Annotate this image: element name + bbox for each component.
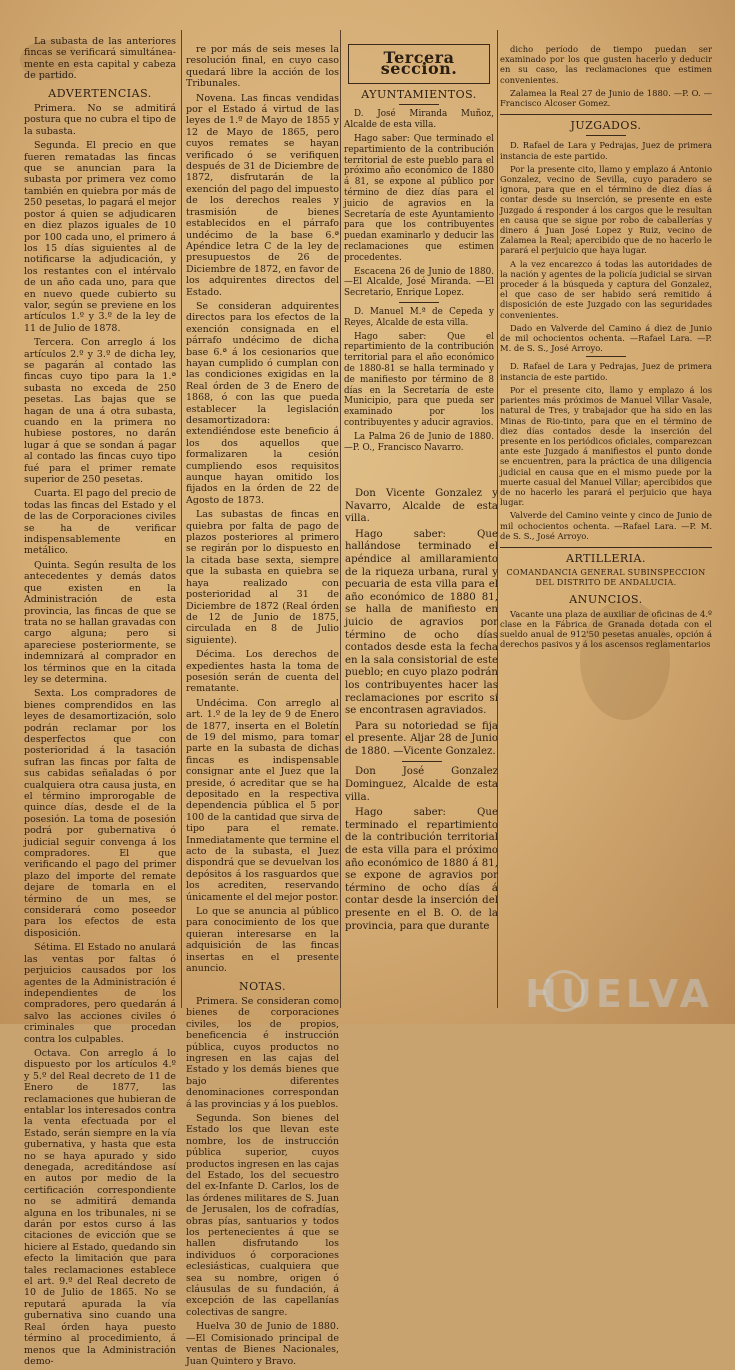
c2-para-3: Se consideran adquirentes directos para los efectos de la exención consignada en el párrafo undécimo de dicha base 6.ª á los cesionarios que hayan cumplido ó cumplan con las condiciones exigidas en la Real órden de 3 de Enero de 1868, ó con las que pueda establecer la legislación desamortizadora: extendiéndose este beneficio á los dos aquellos que formalizaren la cesión cumpliendo esos requisitos aunque hayan omitido los fijados en la órden de 22 de Agosto de 1873. [186,300,339,506]
advertencia-1: Primera. No se admitirá postura que no cubra el tipo de la subasta. [24,103,176,137]
a2-body: Hago saber: Que el repartimiento de la contribución territorial para el año económico de 1880-81 se halla terminado y de manifiesto por término de 8 días en la Secretaría de este Municipio, para que pueda ser examinado por los contribuyentes y aducir agravios. [344,331,494,428]
j1-head: D. Rafael de Lara y Pedrajas, Juez de primera instancia de este partido. [500,140,712,161]
column-divider [181,30,182,1008]
c2-para-6: Undécima. Con arreglo al art. 1.º de la ley de 9 de Enero de 1877, inserta en el Boletín de 19 del mismo, para tomar parte en la subasta de dichas fincas es indispensable consignar ante el Juez que la preside, ó acreditar que se ha depositado en la respectiva dependencia pública el 5 por 100 de la cantidad que sirva de tipo para el remate. Inmediatamente que termine el acto de la subasta, el Juez dispondrá que se devuelvan los depósitos á los rasguardos que los acrediten, reservando únicamente el del mejor postor. [186,697,339,903]
a1-sign: Escacena 26 de Junio de 1880. —El Alcalde, José Miranda. —El Secretario, Enrique Lopez. [344,266,494,299]
archive-watermark: HUELVA [525,972,713,1016]
a1-body: Hago saber: Que terminado el repartimiento de la contribución territorial de este pueblo para el próximo año económico de 1880 á 81, se expone al público por término de diez días para el juicio de agravios en la Secretaría de este Ayuntamiento para que los contribuyentes puedan examinarlo y deducir las reclamaciones que estimen procedentes. [344,133,494,263]
column-3-lower [345,488,498,936]
j2-head: D. Rafael de Lara y Pedrajas, Juez de primera instancia de este partido. [500,361,712,382]
advertencia-2: Segunda. El precio en que fueren rematadas las fincas que se anuncian para la subasta por primera vez como también en quiebra por más de 250 pesetas, lo pagará el mejor postor á quien se adjudicaren en diez plazos iguales de 10 por 100 cada uno, el primero á los 15 días siguientes al de notificarse la adjudicación, y los restantes con el intérvalo de un año cada uno, para que en nuevo quede cubierto su valor, según se previene en los artículos 1.º y 3.º de la ley de 11 de Julio de 1878. [24,140,176,334]
column-divider [340,30,341,1008]
artilleria-heading: ARTILLERIA. [566,551,646,565]
section-title-box [348,44,490,84]
column-1 [24,36,176,1370]
a2-head: D. Manuel M.ª de Cepeda y Reyes, Alcalde de esta villa. [344,306,494,328]
comandancia-heading: COMANDANCIA GENERAL SUBINSPECCION DEL DISTRITO DE ANDALUCIA. [506,568,706,588]
anuncios-heading: ANUNCIOS. [569,592,643,606]
c2-para-1: re por más de seis meses la resolución final, en cuyo caso quedará libre la acción de los Tribunales. [186,44,339,90]
nota-1: Primera. Se consideran como bienes de corporaciones civiles, los de propios, beneficencia é instrucción pública, cuyos productos no ingresen en las cajas del Estado y los demás bienes que bajo diferentes denominaciones correspondan á las provincias y á los pueblos. [186,995,339,1110]
advertencia-6: Sexta. Los compradores de bienes comprendidos en las leyes de desamortización, solo podrán reclamar por los desperfectos que con posterioridad á la tasación sufran las fincas por falta de sus cabidas señaladas ó por cualquiera otra causa justa, en el término improrogable de quince días, desde el de la posesión. La toma de posesión podrá por gubernativa ó judicial seguir convenga á los compradores. El que verificando el pago del primer plazo del importe del remate dejare de tomarla en el término de un mes, se considerará como poseedor para los efectos de esta disposición. [24,688,176,939]
a4-body: Hago saber: Que terminado el repartimiento de la contribución territorial de esta villa para el próximo año económico de 1880 á 81, se expone de agravios por término de ocho días á contar desde la inserción del presente en el B. O. de la provincia, para que durante [345,807,498,932]
advertencia-8: Octava. Con arreglo á lo dispuesto por los artículos 4.º y 5.º del Real decreto de 11 de Enero de 1877, las reclamaciones que hubieran de entablar los interesados contra la venta efectuada por el Estado, serán siempre en la vía gubernativa, y hasta que esta no se haya apurado y sido denegada, acreditándose así en autos por medio de la certificación correspondiente no se admitirá demanda alguna en los tribunales, ni se darán por estos curso á las citaciones de evicción que se hiciere al Estado, quedando sin efecto la limitación que para tales reclamaciones establece el art. 9.º del Real decreto de 10 de Julio de 1865. No se reputará apurada la vía gubernativa sino cuando una Real órden haya puesto término al procedimiento, á menos que la Administración demo- [24,1047,176,1367]
juzgados-heading: JUZGADOS. [570,119,642,133]
j2-body: Por el presente cito, llamo y emplazo á los parientes más próximos de Manuel Villar Vasale, natural de Tres, y trabajador que ha sido en las Minas de Rio-tinto, para que en el término de diez días contados desde la inserción del presente en los periódicos oficiales, comparezcan ante este Juzgado á manifiestos el punto donde se encuentren, para la práctica de una diligencia judicial en causa que en el mismo puede por la muerte casual del Manuel Villar; apercibidos que de no hacerlo les parará el perjuicio que haya lugar. [500,384,712,508]
advertencia-7: Sétima. El Estado no anulará las ventas por faltas ó perjuicios causados por los agentes de la Administración é independientes de los compradores, pero quedarán á salvo las acciones civiles ó criminales que procedan contra los culpables. [24,942,176,1045]
a4-head: Don José Gonzalez Dominguez, Alcalde de esta villa. [345,766,498,803]
a3-head: Don Vicente Gonzalez y Navarro, Alcalde de esta villa. [345,488,498,525]
c4-cont: dicho período de tiempo puedan ser examinado por los que gusten hacerlo y deducir en su caso, las reclamaciones que estimen convenientes. [500,44,712,85]
divider [402,761,442,762]
c2-date: Huelva 30 de Junio de 1880. —El Comisionado principal de ventas de Bienes Nacionales, Juan Quintero y Bravo. [186,1321,339,1367]
c2-para-2: Novena. Las fincas vendidas por el Estado á virtud de las leyes de 1.º de Mayo de 1855 y 12 de Mayo de 1865, pero cuyos remates se hayan verificado ó se verifiquen después de 31 de Diciembre de 1872, disfrutarán de la exención del pago del impuesto de los derechos reales y trasmisión de bienes establecidos en el párrafo undécimo de la base 6.ª Apéndice letra C de la ley de presupuestos de 26 de Diciembre de 1872, en favor de los adquirentes directos del Estado. [186,92,339,298]
c4-cont-sign: Zalamea la Real 27 de Junio de 1880. —P. O. —Francisco Alcoser Gomez. [500,87,712,109]
advertencia-5: Quinta. Según resulta de los antecedentes y demás datos que existen en la Administración de esta provincia, las fincas de que se trata no se hallan gravadas con cargo alguna; pero si apareciese posteriormente, se indemnizará al comprador en los términos que en la citada ley se determina. [24,559,176,685]
column-3 [344,44,494,456]
j1-body: Por la presente cito, llamo y emplazo á Antonio Gonzalez, vecino de Sevilla, cuyo paradero se ignora, para que en el término de diez días á contar desde su inserción, se presente en este Juzgado á responder á los cargos que le resultan en causa que se sigue por robo de caballerías y dinero á Juan José Lopez y Ruiz, vecino de Zalamea la Real; apercibido que de no hacerlo le parará el perjuicio que haya lugar. [500,163,712,256]
divider [586,135,626,136]
c2-para-7: Lo que se anuncia al público para conocimiento de los que quieran interesarse en la adquisición de las fincas insertas en el presente anuncio. [186,906,339,975]
column-2 [186,44,339,1370]
advertencia-4: Cuarta. El pago del precio de todas las fincas del Estado y el de las de Corporaciones civiles se ha de verificar indispensablemente en metálico. [24,488,176,557]
divider [500,547,712,548]
notas-heading: NOTAS. [239,979,286,993]
c2-para-5: Décima. Los derechos de expedientes hasta la toma de posesión serán de cuenta del rematante. [186,649,339,695]
j2-sign: Valverde del Camino veinte y cinco de Junio de mil ochocientos ochenta. —Rafael Lara. —P. M. de S. S., José Arroyo. [500,510,712,541]
ayuntamientos-heading: AYUNTAMIENTOS. [361,87,477,101]
advertencia-3: Tercera. Con arreglo á los artículos 2.º y 3.º de dicha ley, se pagarán al contado las fincas cuyo tipo para la 1.ª subasta no exceda de 250 pesetas. Las bajas que se hagan de una á otra subasta, cuando en la primera no hubiese postores, no darán lugar á que se sondan á pagar al contado las fincas cuyo tipo fué para el primer remate superior de 250 pesetas. [24,337,176,486]
divider [399,104,439,105]
j1-body2: A la vez encarezco á todas las autoridades de la nación y agentes de la policía judicial se sirvan proceder á la búsqueda y captura del Gonzalez, el que caso de ser habido será remitido á disposición de este Juzgado con las seguridades convenientes. [500,258,712,320]
divider [500,114,712,115]
a1-head: D. José Miranda Muñoz, Alcalde de esta villa. [344,109,494,131]
divider [399,302,439,303]
anuncio-body: Vacante una plaza de auxiliar de oficinas de 4.º clase en la Fábrica de Granada dotada con el sueldo anual de 912'50 pesetas anuales, opción á derechos pasivos y á los ascensos reglamentarios [500,608,712,650]
a3-body: Hago saber: Que hallándose terminado el apéndice al amillaramiento de la riqueza urbana, rural y pecuaria de esta villa para el año económico de 1880 81, se halla de manifiesto en juicio de agravios por término de ocho días contados desde esta la fecha en la sala consistorial de este pueblo; en cuyo plazo podrán los contribuyentes hacer las reclamaciones por escrito si se encontrasen agraviados. [345,528,498,717]
divider [586,356,626,357]
a3-body2: Para su notoriedad se fija el presente. Aljar 28 de Junio de 1880. —Vicente Gonzalez. [345,720,498,757]
c2-para-4: Las subastas de fincas en quiebra por falta de pago de plazos posteriores al primero se regirán por lo dispuesto en la citada base sexta, siempre que la subasta en quiebra se haya realizado con posterioridad al 31 de Diciembre de 1872 (Real órden de 12 de Junio de 1875, circulada en 8 de Julio siguiente). [186,509,339,646]
column-4 [500,44,712,653]
section-title: Tercera seccion. [380,48,458,78]
nota-2: Segunda. Son bienes del Estado los que llevan este nombre, los de instrucción pública superior, cuyos productos ingresen en las cajas del Estado, los del secuestro del ex-Infante D. Carlos, los de las órdenes militares de S. Juan de Jerusalen, los de cofradías, obras pías, santuarios y todos los pertenecientes á que se hallen disfrutando los individuos ó corporaciones eclesiásticas, cualquiera que sea su nombre, origen ó cláusulas de su fundación, á excepción de las capellanías colectivas de sangre. [186,1112,339,1318]
advertencias-heading: ADVERTENCIAS. [48,86,152,100]
j1-sign: Dado en Valverde del Camino á diez de Junio de mil ochocientos ochenta. —Rafael Lara. —P. M. de S. S., José Arroyo. [500,322,712,354]
a2-sign: La Palma 26 de Junio de 1880. —P. O., Francisco Navarro. [344,431,494,453]
intro-text: La subasta de las anteriores fincas se verificará simultánea-mente en esta capital y cabeza de partido. [24,36,176,82]
